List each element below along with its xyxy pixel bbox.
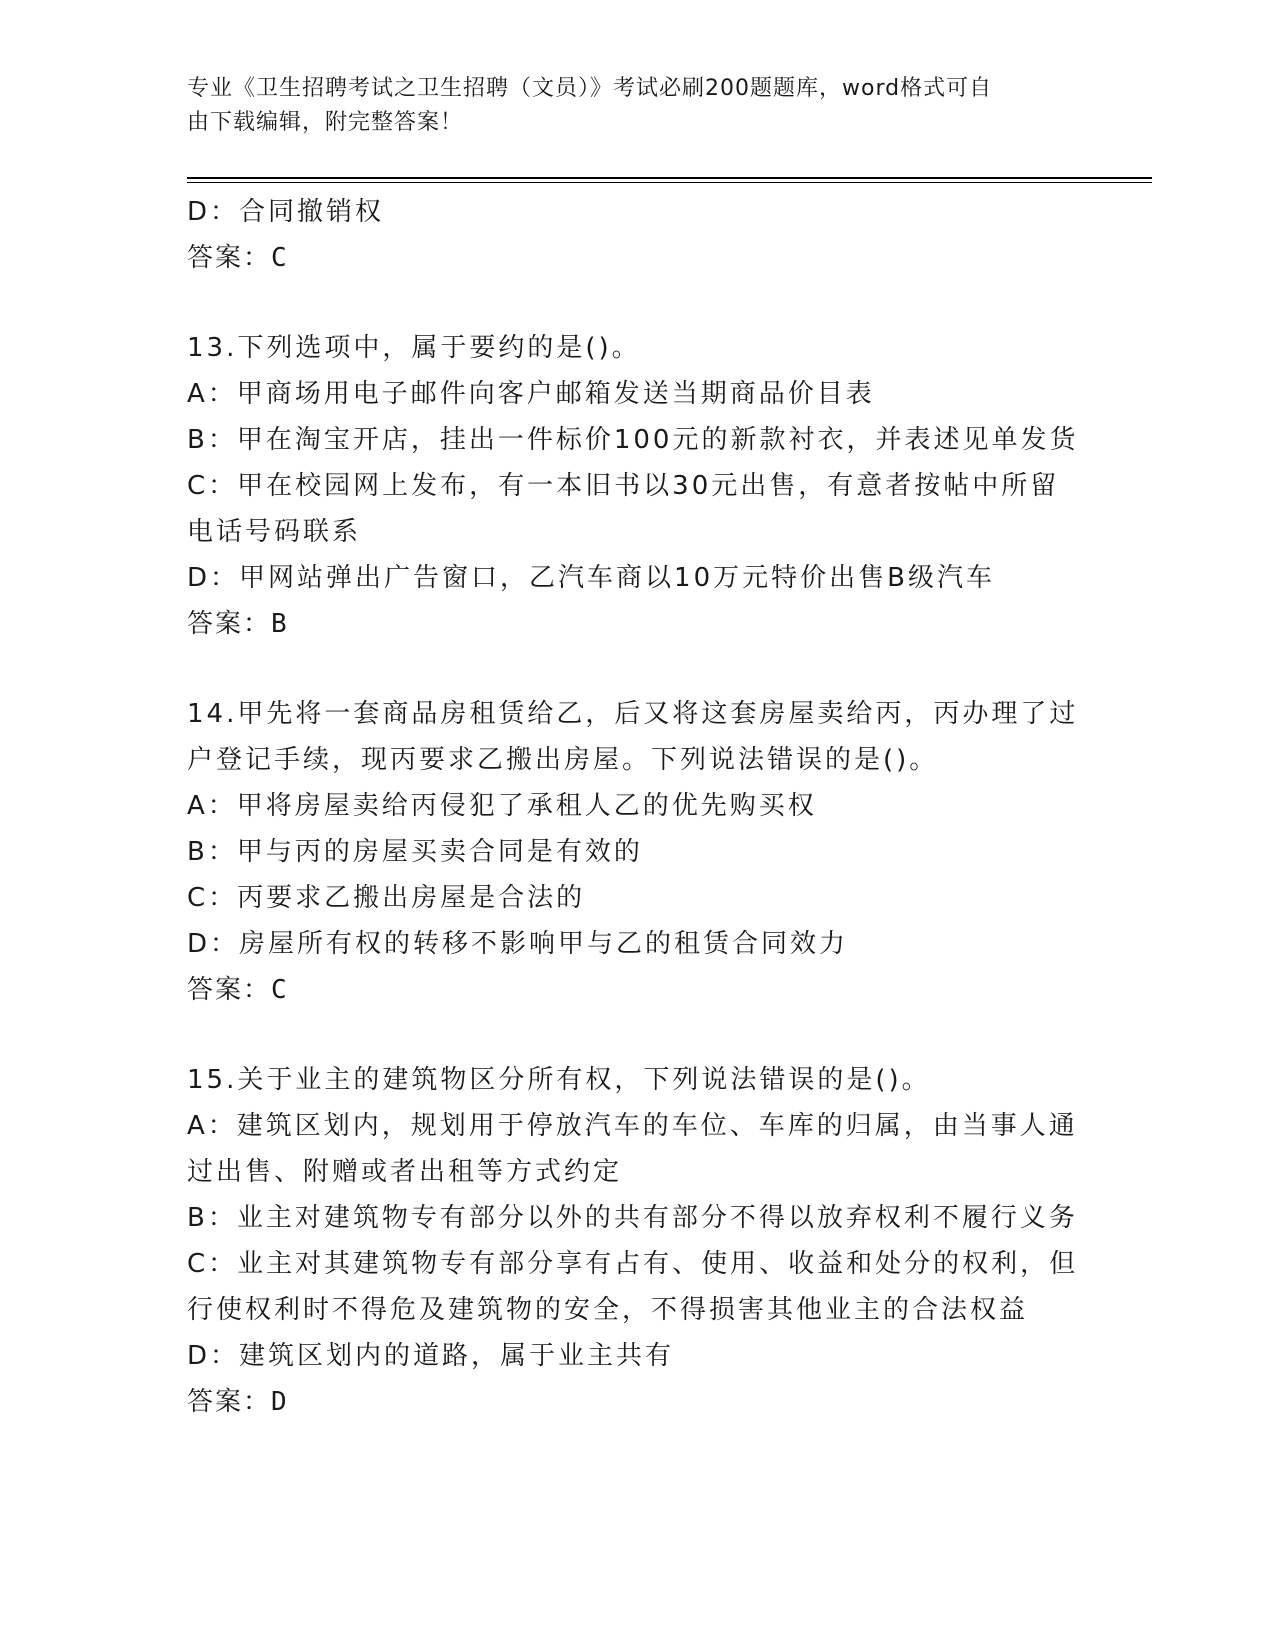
option-b: B：甲在淘宝开店，挂出一件标价100元的新款衬衣，并表述见单发货 [187, 425, 1079, 455]
question-stem: 13.下列选项中，属于要约的是()。 [187, 333, 641, 363]
answer-value: B [271, 609, 289, 639]
option-c-line-2: 行使权利时不得危及建筑物的安全，不得损害其他业主的合法权益 [187, 1295, 1029, 1325]
question-answer [187, 967, 1087, 1013]
question-answer [187, 601, 1087, 647]
option-a: A：甲将房屋卖给丙侵犯了承租人乙的优先购买权 [187, 791, 817, 821]
question-stem-line-2: 户登记手续，现丙要求乙搬出房屋。下列说法错误的是()。 [187, 745, 939, 775]
header-line-1: 专业《卫生招聘考试之卫生招聘（文员）》考试必刷200题题库，word格式可自 [187, 76, 993, 101]
option-b: B：业主对建筑物专有部分以外的共有部分不得以放弃权利不履行义务 [187, 1203, 1078, 1233]
option-a: A：甲商场用电子邮件向客户邮箱发送当期商品价目表 [187, 379, 875, 409]
document-body [187, 189, 1087, 1425]
option-c-line-1: C：甲在校园网上发布，有一本旧书以30元出售，有意者按帖中所留 [187, 471, 1060, 501]
question-answer [187, 1379, 1087, 1425]
question-15 [187, 1057, 1087, 1425]
page-header [187, 72, 1067, 140]
answer-label: 答案： [187, 609, 272, 639]
spacer [187, 1013, 1087, 1057]
option-d: D：建筑区划内的道路，属于业主共有 [187, 1341, 675, 1371]
fragment-option-d: D：合同撤销权 [187, 197, 385, 227]
answer-label: 答案： [187, 975, 272, 1005]
question-13 [187, 325, 1087, 647]
option-d: D：甲网站弹出广告窗口，乙汽车商以10万元特价出售B级汽车 [187, 563, 995, 593]
answer-value: C [271, 975, 289, 1005]
spacer [187, 647, 1087, 691]
option-a-line-2: 过出售、附赠或者出租等方式约定 [187, 1157, 623, 1187]
option-d: D：房屋所有权的转移不影响甲与乙的租赁合同效力 [187, 929, 849, 959]
question-stem-line-1: 14.甲先将一套商品房租赁给乙，后又将这套房屋卖给丙，丙办理了过 [187, 699, 1079, 729]
answer-value: D [271, 1387, 289, 1417]
option-c-line-2: 电话号码联系 [187, 517, 362, 547]
option-c-line-1: C：业主对其建筑物专有部分享有占有、使用、收益和处分的权利，但 [187, 1249, 1079, 1279]
header-divider-thin [187, 182, 1152, 183]
answer-value: C [271, 243, 289, 273]
spacer [187, 281, 1087, 325]
option-c: C：丙要求乙搬出房屋是合法的 [187, 883, 586, 913]
question-14 [187, 691, 1087, 1013]
header-divider-thick [187, 177, 1152, 179]
option-a-line-1: A：建筑区划内，规划用于停放汽车的车位、车库的归属，由当事人通 [187, 1111, 1078, 1141]
fragment-answer [187, 235, 1087, 281]
question-stem: 15.关于业主的建筑物区分所有权，下列说法错误的是()。 [187, 1065, 931, 1095]
answer-label: 答案： [187, 1387, 272, 1417]
header-line-2: 由下载编辑，附完整答案！ [187, 110, 464, 135]
answer-label: 答案： [187, 243, 272, 273]
option-b: B：甲与丙的房屋买卖合同是有效的 [187, 837, 643, 867]
